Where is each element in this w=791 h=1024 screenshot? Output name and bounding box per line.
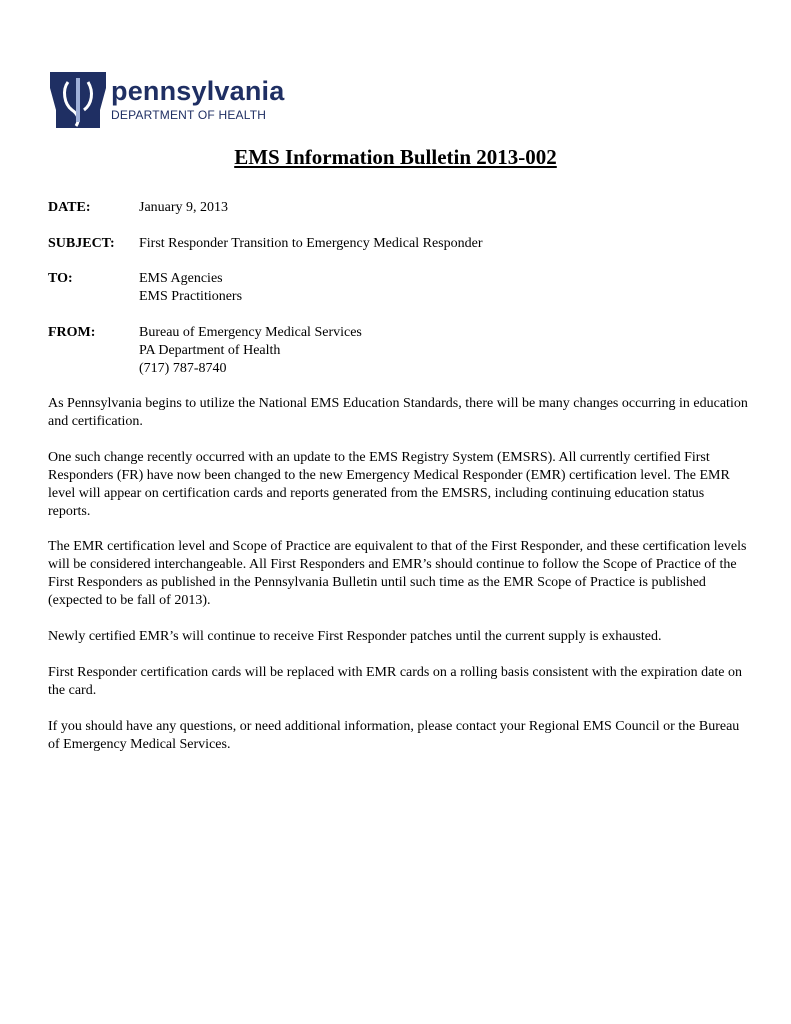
date-label: DATE: — [48, 200, 91, 215]
body-paragraph: One such change recently occurred with an update to the EMS Registry System (EMSRS). All currently certified First Responders (FR) have now been changed to the new Emergency Medical Responder (EMR) certification level. The EMR level will appear on certification cards and reports generated from the EMSRS, including continuing education status reports. — [48, 450, 730, 519]
page-title: EMS Information Bulletin 2013-002 — [234, 145, 557, 169]
from-line: (717) 787-8740 — [139, 361, 227, 376]
org-name: pennsylvania — [111, 76, 285, 106]
from-line: PA Department of Health — [139, 343, 281, 358]
memo-subject — [48, 235, 748, 253]
body-paragraph: As Pennsylvania begins to utilize the National EMS Education Standards, there will be many changes occurring in education and certification. — [48, 396, 748, 429]
body-paragraph: If you should have any questions, or need additional information, please contact your Regional EMS Council or the Bureau of Emergency Medical Services. — [48, 719, 740, 752]
subject-value: First Responder Transition to Emergency Medical Responder — [139, 236, 483, 251]
memo-from — [48, 324, 748, 378]
subject-label: SUBJECT: — [48, 236, 115, 251]
body-paragraph: Newly certified EMR’s will continue to receive First Responder patches until the current supply is exhausted. — [48, 629, 662, 644]
org-department: DEPARTMENT OF HEALTH — [111, 108, 267, 122]
body-paragraph: First Responder certification cards will be replaced with EMR cards on a rolling basis consistent with the expiration date on the card. — [48, 665, 742, 698]
memo-to — [48, 270, 748, 306]
body-paragraph: The EMR certification level and Scope of Practice are equivalent to that of the First Responder, and these certification levels will be considered interchangeable. All First Responders and EMR’s should continue to follow the Scope of Practice of the First Responders as published in the Pennsylvania Bulletin until such time as the EMR Scope of Practice is published (expected to be fall of 2013). — [48, 539, 747, 608]
memo-date — [48, 199, 748, 217]
from-line: Bureau of Emergency Medical Services — [139, 325, 362, 340]
to-line: EMS Agencies — [139, 271, 223, 286]
to-label: TO: — [48, 271, 73, 286]
keystone-icon — [48, 70, 108, 130]
to-line: EMS Practitioners — [139, 289, 243, 304]
from-label: FROM: — [48, 325, 96, 340]
date-value: January 9, 2013 — [139, 200, 229, 215]
pa-health-logo — [48, 70, 288, 130]
